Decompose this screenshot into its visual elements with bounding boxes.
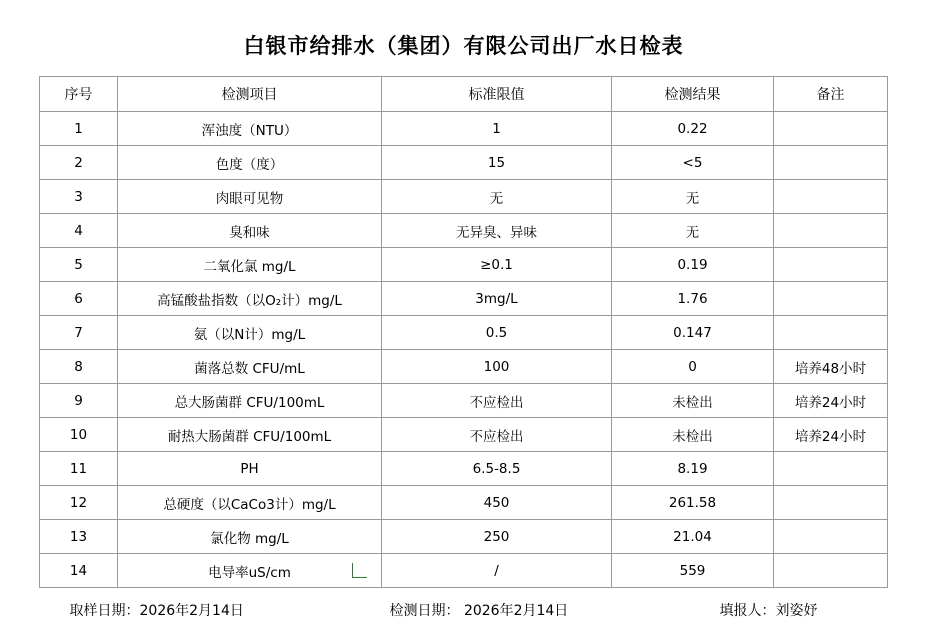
cell-no: 2: [40, 146, 118, 180]
table-row: [40, 452, 888, 486]
cell-item: 臭和味: [118, 214, 382, 248]
cell-item: 耐热大肠菌群 CFU/100mL: [118, 418, 382, 452]
cell-no: 13: [40, 520, 118, 554]
cell-result: 0.147: [612, 316, 774, 350]
table-header-row: [40, 77, 888, 112]
cell-no: 9: [40, 384, 118, 418]
cell-result: 8.19: [612, 452, 774, 486]
cell-remark: 培养48小时: [774, 350, 888, 384]
cell-item: 色度（度）: [118, 146, 382, 180]
cell-no: 7: [40, 316, 118, 350]
cell-item: 总硬度（以CaCo3计）mg/L: [118, 486, 382, 520]
cell-limit: 6.5-8.5: [382, 452, 612, 486]
cell-result: 未检出: [612, 418, 774, 452]
cell-no: 6: [40, 282, 118, 316]
table-row: [40, 486, 888, 520]
column-header-item: 检测项目: [118, 77, 382, 112]
cell-item: 二氧化氯 mg/L: [118, 248, 382, 282]
cell-result: <5: [612, 146, 774, 180]
cell-limit: ≥0.1: [382, 248, 612, 282]
cell-no: 10: [40, 418, 118, 452]
cell-item: 电导率uS/cm: [118, 554, 382, 588]
cell-remark: [774, 316, 888, 350]
table-row: [40, 554, 888, 588]
cell-item: 总大肠菌群 CFU/100mL: [118, 384, 382, 418]
cell-remark: [774, 520, 888, 554]
cell-item: PH: [118, 452, 382, 486]
water-quality-table: [39, 76, 888, 588]
document-footer: [40, 588, 888, 620]
cell-result: 21.04: [612, 520, 774, 554]
cell-item: 高锰酸盐指数（以O₂计）mg/L: [118, 282, 382, 316]
test-date: 检测日期： 2026年2月14日: [389, 603, 569, 619]
cell-no: 3: [40, 180, 118, 214]
cell-result: 0.19: [612, 248, 774, 282]
cell-no: 5: [40, 248, 118, 282]
cell-remark: [774, 248, 888, 282]
cell-remark: [774, 554, 888, 588]
cell-limit: 100: [382, 350, 612, 384]
cell-limit: 不应检出: [382, 384, 612, 418]
cell-limit: 15: [382, 146, 612, 180]
cell-limit: 250: [382, 520, 612, 554]
table-row: [40, 112, 888, 146]
cell-remark: [774, 180, 888, 214]
table-row: [40, 180, 888, 214]
cell-limit: 无: [382, 180, 612, 214]
cell-remark: [774, 146, 888, 180]
reporter-name: 填报人：刘姿妤: [719, 603, 818, 619]
cell-remark: [774, 112, 888, 146]
table-row: [40, 214, 888, 248]
cell-result: 未检出: [612, 384, 774, 418]
cell-remark: 培养24小时: [774, 384, 888, 418]
cell-no: 4: [40, 214, 118, 248]
cell-item: 浑浊度（NTU）: [118, 112, 382, 146]
cell-result: 261.58: [612, 486, 774, 520]
cell-result: 0.22: [612, 112, 774, 146]
cell-remark: [774, 486, 888, 520]
cell-limit: /: [382, 554, 612, 588]
cell-limit: 0.5: [382, 316, 612, 350]
cell-no: 1: [40, 112, 118, 146]
cell-remark: 培养24小时: [774, 418, 888, 452]
column-header-no: 序号: [40, 77, 118, 112]
cell-no: 14: [40, 554, 118, 588]
column-header-remark: 备注: [774, 77, 888, 112]
column-header-result: 检测结果: [612, 77, 774, 112]
table-row: [40, 282, 888, 316]
cell-limit: 450: [382, 486, 612, 520]
table-row: [40, 248, 888, 282]
cell-remark: [774, 282, 888, 316]
sampling-date: 取样日期：2026年2月14日: [69, 603, 244, 619]
table-row: [40, 350, 888, 384]
cell-no: 8: [40, 350, 118, 384]
page-title: 白银市给排水（集团）有限公司出厂水日检表: [243, 34, 684, 58]
cell-no: 11: [40, 452, 118, 486]
cell-result: 无: [612, 180, 774, 214]
cell-item: 肉眼可见物: [118, 180, 382, 214]
cell-limit: 无异臭、异味: [382, 214, 612, 248]
cell-limit: 不应检出: [382, 418, 612, 452]
cell-item: 氨（以N计）mg/L: [118, 316, 382, 350]
cell-remark: [774, 452, 888, 486]
table-row: [40, 146, 888, 180]
cell-no: 12: [40, 486, 118, 520]
cell-item: 氯化物 mg/L: [118, 520, 382, 554]
table-row: [40, 316, 888, 350]
cell-result: 无: [612, 214, 774, 248]
cell-limit: 3mg/L: [382, 282, 612, 316]
cell-item: 菌落总数 CFU/mL: [118, 350, 382, 384]
table-row: [40, 384, 888, 418]
column-header-limit: 标准限值: [382, 77, 612, 112]
cell-result: 1.76: [612, 282, 774, 316]
table-row: [40, 520, 888, 554]
cell-result: 559: [612, 554, 774, 588]
table-row: [40, 418, 888, 452]
cell-limit: 1: [382, 112, 612, 146]
cell-remark: [774, 214, 888, 248]
cell-result: 0: [612, 350, 774, 384]
